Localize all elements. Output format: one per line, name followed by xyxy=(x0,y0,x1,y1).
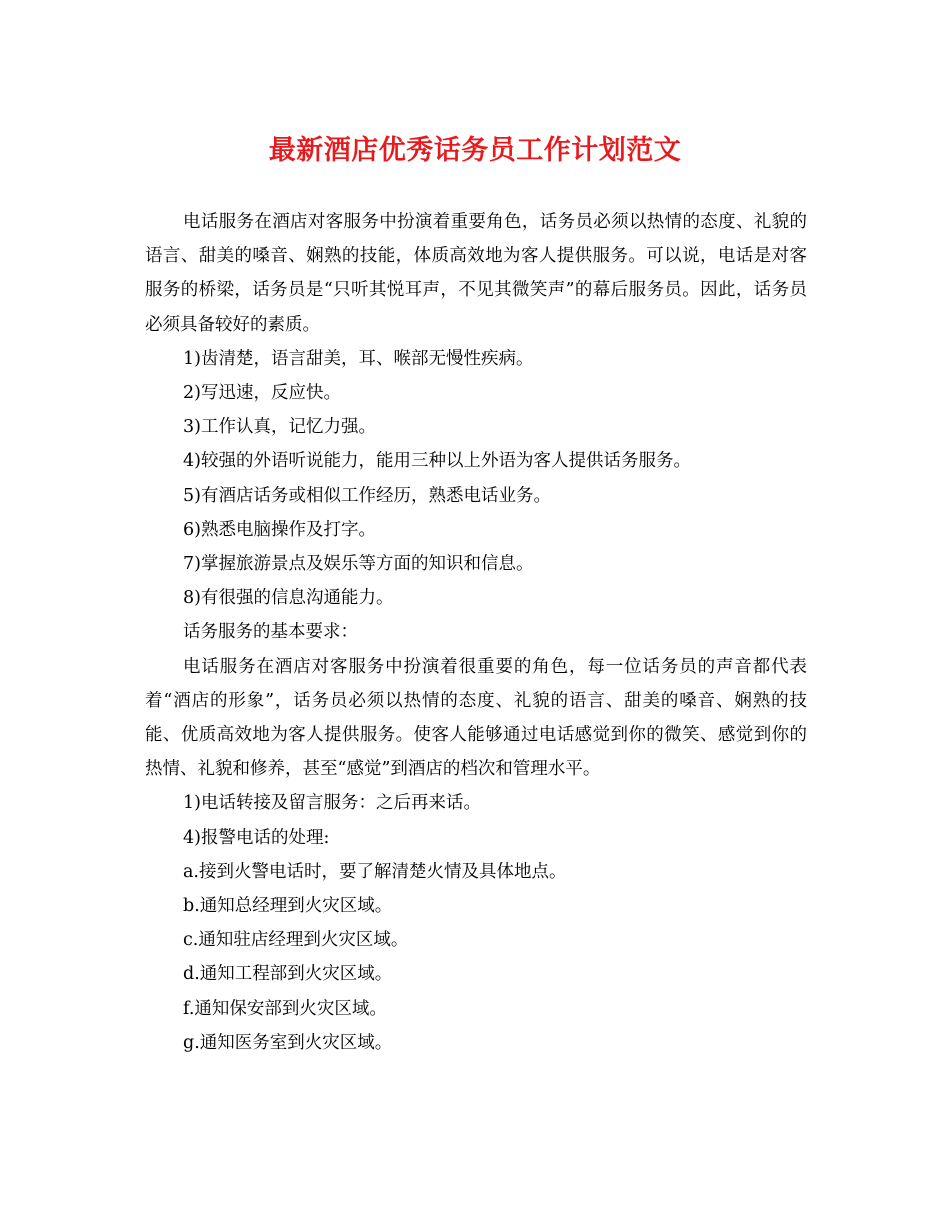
alarm-step-d: d.通知工程部到火灾区域。 xyxy=(183,964,393,985)
alarm-step-g: g.通知医务室到火灾区域。 xyxy=(183,1032,393,1053)
requirements-paragraph: 电话服务在酒店对客服务中扮演着很重要的角色，每一位话务员的声音都代表着“酒店的形象”，话务员必须以热情的态度、礼貌的语言、甜美的嗓音、娴熟的技能、优质高效地为客人提供服务。使客人能够通过电话感觉到你的微笑、感觉到你的热情、礼貌和修养，甚至“感觉”到酒店的档次和管理水平。 xyxy=(145,656,807,780)
quality-item-4: 4)较强的外语听说能力，能用三种以上外语为客人提供话务服务。 xyxy=(183,451,691,472)
quality-item-1: 1)齿清楚，语言甜美，耳、喉部无慢性疾病。 xyxy=(183,348,534,369)
quality-item-7: 7)掌握旅游景点及娱乐等方面的知识和信息。 xyxy=(183,554,534,575)
document-title: 最新酒店优秀话务员工作计划范文 xyxy=(268,135,682,166)
quality-item-8: 8)有很强的信息沟通能力。 xyxy=(183,588,394,609)
alarm-step-c: c.通知驻店经理到火灾区域。 xyxy=(183,930,409,951)
alarm-step-a: a.接到火警电话时，要了解清楚火情及具体地点。 xyxy=(183,861,567,882)
alarm-step-f: f.通知保安部到火灾区域。 xyxy=(183,998,387,1019)
requirements-heading: 话务服务的基本要求： xyxy=(183,622,358,643)
quality-item-6: 6)熟悉电脑操作及打字。 xyxy=(183,519,376,540)
quality-item-3: 3)工作认真，记忆力强。 xyxy=(183,417,376,438)
quality-item-2: 2)写迅速，反应快。 xyxy=(183,383,341,404)
quality-item-5: 5)有酒店话务或相似工作经历，熟悉电话业务。 xyxy=(183,485,551,506)
intro-paragraph: 电话服务在酒店对客服务中扮演着重要角色，话务员必须以热情的态度、礼貌的语言、甜美的嗓音、娴熟的技能，体质高效地为客人提供服务。可以说，电话是对客服务的桥梁，话务员是“只听其悦耳声，不见其微笑声”的幕后服务员。因此，话务员必须具备较好的素质。 xyxy=(145,212,807,335)
transfer-item: 1)电话转接及留言服务：之后再来话。 xyxy=(183,793,481,814)
alarm-step-b: b.通知总经理到火灾区域。 xyxy=(183,896,393,917)
alarm-heading: 4)报警电话的处理: xyxy=(183,827,330,848)
document-body xyxy=(145,205,807,1060)
